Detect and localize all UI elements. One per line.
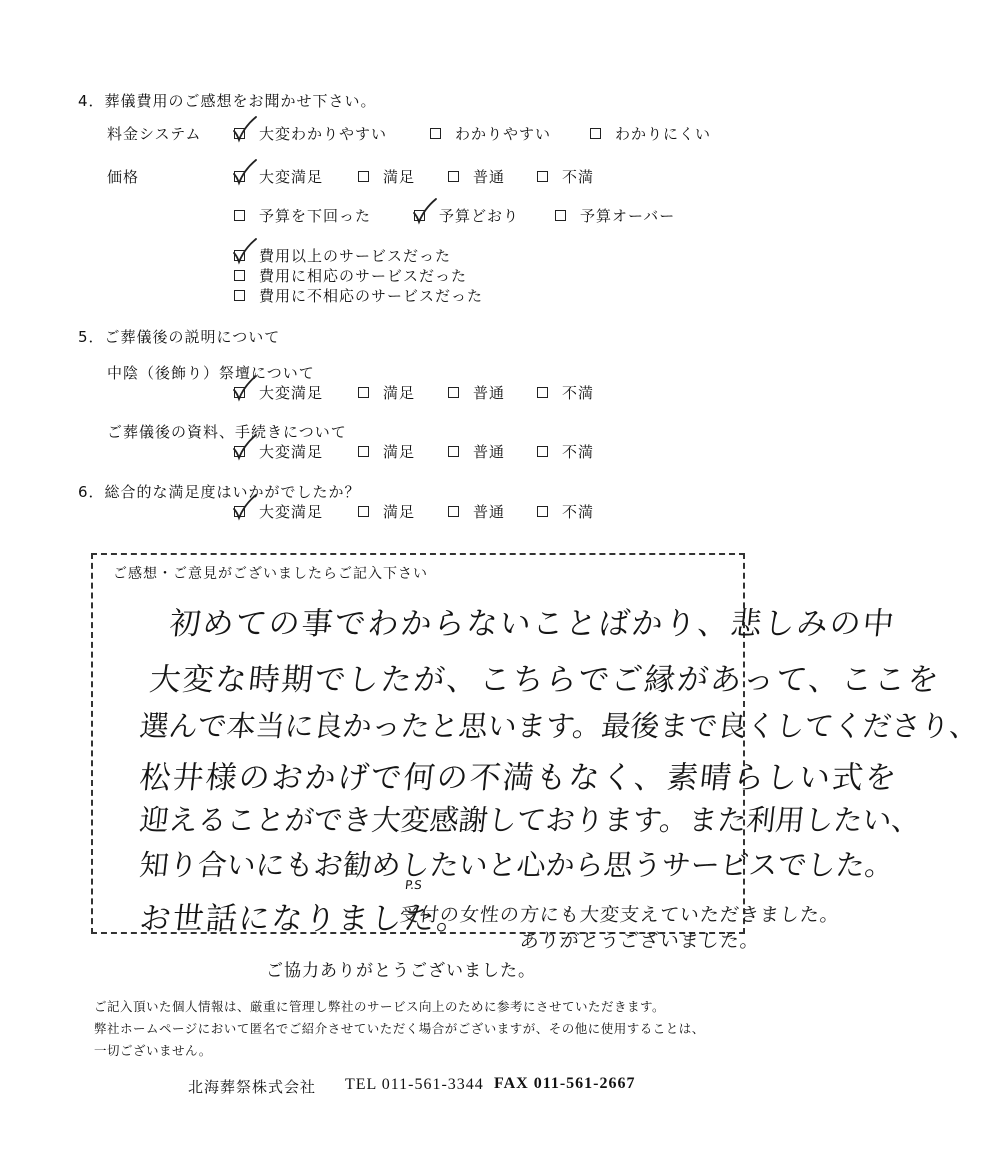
price-option-dissatisfied[interactable]: 不満 <box>537 166 594 187</box>
company-name: 北海葬祭株式会社 <box>188 1078 317 1096</box>
checkbox[interactable] <box>358 387 369 398</box>
documents-label: ご葬儀後の資料、手続きについて <box>107 423 347 441</box>
price-option-normal[interactable]: 普通 <box>448 166 505 187</box>
comment-line-3: 選んで本当に良かったと思います。最後まで良くしてくださり、 <box>138 709 981 743</box>
altar-option-very-satisfied[interactable]: 大変満足 <box>234 382 323 403</box>
service-option-below-cost[interactable]: 費用に不相応のサービスだった <box>234 285 483 306</box>
checkbox[interactable] <box>234 128 245 139</box>
checkbox[interactable] <box>537 446 548 457</box>
ps-thanks: ありがとうございました。 <box>518 930 762 952</box>
checkbox[interactable] <box>234 270 245 281</box>
overall-option-dissatisfied[interactable]: 不満 <box>537 501 594 522</box>
thanks-message: ご協力ありがとうございました。 <box>266 961 536 981</box>
check-mark-icon <box>232 374 258 402</box>
price-option-satisfied[interactable]: 満足 <box>358 166 415 187</box>
check-mark-icon <box>232 115 258 143</box>
altar-option-normal[interactable]: 普通 <box>448 382 505 403</box>
checkbox[interactable] <box>234 506 245 517</box>
checkbox[interactable] <box>234 290 245 301</box>
check-mark-icon <box>232 158 258 186</box>
checkbox[interactable] <box>234 446 245 457</box>
comment-line-2: 大変な時期でしたが、こちらでご縁があって、ここを <box>147 662 943 698</box>
ps-text: 受付の女性の方にも大変支えていただきました。 <box>398 904 842 926</box>
checkbox[interactable] <box>537 506 548 517</box>
budget-option-under[interactable]: 予算を下回った <box>234 205 371 226</box>
checkbox[interactable] <box>234 210 245 221</box>
fee-system-label: 料金システム <box>107 125 202 143</box>
comment-line-1: 初めての事でわからないことばかり、悲しみの中 <box>167 606 898 642</box>
budget-option-as-planned[interactable]: 予算どおり <box>414 205 519 226</box>
documents-option-dissatisfied[interactable]: 不満 <box>537 441 594 462</box>
service-option-above-cost[interactable]: 費用以上のサービスだった <box>234 245 451 266</box>
checkbox[interactable] <box>537 387 548 398</box>
q5-title: 5．ご葬儀後の説明について <box>78 328 281 346</box>
checkbox[interactable] <box>590 128 601 139</box>
checkbox[interactable] <box>448 446 459 457</box>
fax-number: FAX 011-561-2667 <box>494 1075 636 1092</box>
checkbox[interactable] <box>448 506 459 517</box>
budget-option-over[interactable]: 予算オーバー <box>555 205 675 226</box>
documents-option-normal[interactable]: 普通 <box>448 441 505 462</box>
privacy-note-line-2: 弊社ホームページにおいて匿名でご紹介させていただく場合がございますが、その他に使用することは、 <box>94 1021 705 1036</box>
comment-line-7: お世話になりました。 <box>137 901 472 937</box>
price-label: 価格 <box>107 168 140 186</box>
checkbox[interactable] <box>448 171 459 182</box>
checkbox[interactable] <box>448 387 459 398</box>
checkbox[interactable] <box>414 210 425 221</box>
altar-label: 中陰（後飾り）祭壇について <box>107 364 315 382</box>
price-option-very-satisfied[interactable]: 大変満足 <box>234 166 323 187</box>
checkbox[interactable] <box>358 171 369 182</box>
privacy-note-line-1: ご記入頂いた個人情報は、厳重に管理し弊社のサービス向上のために参考にさせていただきます。 <box>94 999 666 1014</box>
q4-title: 4．葬儀費用のご感想をお聞かせ下さい。 <box>78 92 377 110</box>
tel-number: TEL 011-561-3344 <box>345 1076 484 1093</box>
privacy-note-line-3: 一切ございません。 <box>94 1043 212 1058</box>
altar-option-dissatisfied[interactable]: 不満 <box>537 382 594 403</box>
q6-title: 6．総合的な満足度はいかがでしたか？ <box>78 483 361 501</box>
checkbox[interactable] <box>430 128 441 139</box>
checkbox[interactable] <box>234 171 245 182</box>
overall-option-normal[interactable]: 普通 <box>448 501 505 522</box>
comment-line-5: 迎えることができ大変感謝しております。また利用したい、 <box>138 803 923 837</box>
comment-line-6: 知り合いにもお勧めしたいと心から思うサービスでした。 <box>138 848 896 882</box>
check-mark-icon <box>412 197 438 225</box>
documents-option-very-satisfied[interactable]: 大変満足 <box>234 441 323 462</box>
overall-option-satisfied[interactable]: 満足 <box>358 501 415 522</box>
checkbox[interactable] <box>537 171 548 182</box>
check-mark-icon <box>232 433 258 461</box>
comment-line-4: 松井様のおかげで何の不満もなく、素晴らしい式を <box>137 760 900 796</box>
comment-header: ご感想・ご意見がございましたらご記入下さい <box>113 566 428 582</box>
fee-system-option-3[interactable]: わかりにくい <box>590 123 711 144</box>
fee-system-option-1[interactable]: 大変わかりやすい <box>234 123 387 144</box>
checkbox[interactable] <box>358 446 369 457</box>
checkbox[interactable] <box>234 387 245 398</box>
check-mark-icon <box>232 493 258 521</box>
checkbox[interactable] <box>358 506 369 517</box>
documents-option-satisfied[interactable]: 満足 <box>358 441 415 462</box>
ps-mark: P.S <box>404 878 423 892</box>
checkbox[interactable] <box>234 250 245 261</box>
service-option-matching-cost[interactable]: 費用に相応のサービスだった <box>234 265 467 286</box>
altar-option-satisfied[interactable]: 満足 <box>358 382 415 403</box>
fee-system-option-2[interactable]: わかりやすい <box>430 123 551 144</box>
overall-option-very-satisfied[interactable]: 大変満足 <box>234 501 323 522</box>
checkbox[interactable] <box>555 210 566 221</box>
check-mark-icon <box>232 237 258 265</box>
